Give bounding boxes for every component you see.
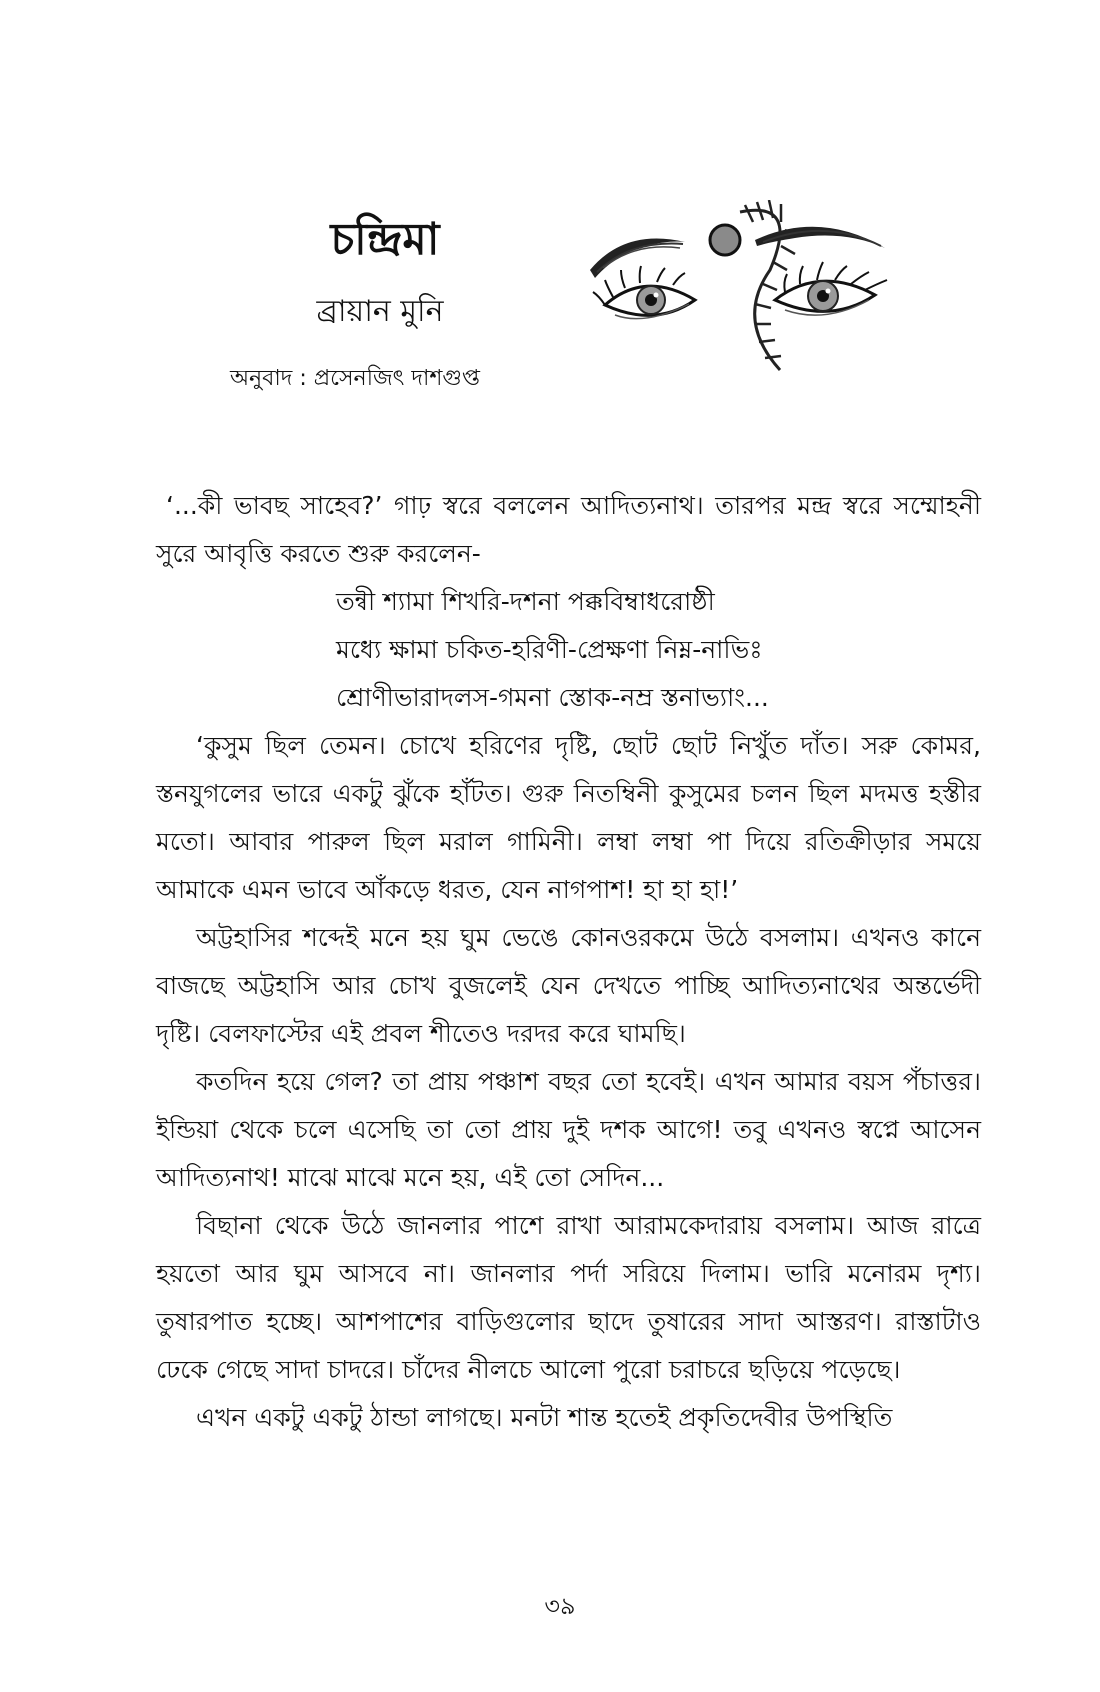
paragraph: কতদিন হয়ে গেল? তা প্রায় পঞ্চাশ বছর তো হবেই। এখন আমার বয়স পঁচাত্তর। ইন্ডিয়া থেকে চলে এসেছি তা তো প্রায় দুই দশক আগে! তবু এখনও স্বপ্নে আসেন আদিত্যনাথ! মাঝে মাঝে মনে হয়, এই তো সেদিন... xyxy=(156,1067,981,1192)
author-name: ব্রায়ান মুনি xyxy=(316,294,444,329)
page-number: ৩৯ xyxy=(544,1592,576,1620)
paragraph: ‘কুসুম ছিল তেমন। চোখে হরিণের দৃষ্টি, ছোট ছোট নিখুঁত দাঁত। সরু কোমর, স্তনযুগলের ভারে একটু ঝুঁকে হাঁটত। গুরু নিতম্বিনী কুসুমের চলন ছিল মদমত্ত হস্তীর মতো। আবার পারুল ছিল মরাল গামিনী। লম্বা লম্বা পা দিয়ে রতিক্রীড়ার সময়ে আমাকে এমন ভাবে আঁকড়ে ধরত, যেন নাগপাশ! হা হা হা!’ xyxy=(156,731,981,904)
verse-line: মধ্যে ক্ষামা চকিত-হরিণী-প্রেক্ষণা নিম্ন-নাভিঃ xyxy=(336,635,763,664)
eyes-illustration-icon xyxy=(585,200,895,375)
translator-credit: অনুবাদ : প্রসেনজিৎ দাশগুপ্ত xyxy=(230,366,480,391)
paragraph: অট্টহাসির শব্দেই মনে হয় ঘুম ভেঙে কোনওরকমে উঠে বসলাম। এখনও কানে বাজছে অট্টহাসি আর চোখ বুজলেই যেন দেখতে পাচ্ছি আদিত্যনাথের অন্তর্ভেদী দৃষ্টি। বেলফাস্টের এই প্রবল শীতেও দরদর করে ঘামছি। xyxy=(156,923,981,1048)
verse-line: তন্বী শ্যামা শিখরি-দশনা পক্কবিম্বাধরোষ্ঠী xyxy=(336,587,715,616)
opening-paragraph: ‘...কী ভাবছ সাহেব?’ গাঢ় স্বরে বললেন আদিত্যনাথ। তারপর মন্দ্র স্বরে সম্মোহনী সুরে আবৃত্তি করতে শুরু করলেন- xyxy=(156,491,981,568)
paragraph: এখন একটু একটু ঠান্ডা লাগছে। মনটা শান্ত হতেই প্রকৃতিদেবীর উপস্থিতি xyxy=(196,1403,893,1432)
story-title: চন্দ্রিমা xyxy=(330,214,440,265)
story-body xyxy=(156,482,981,1442)
verse-line: শ্রোণীভারাদলস-গমনা স্তোক-নম্র স্তনাভ্যাং... xyxy=(336,683,769,712)
bindi xyxy=(710,225,740,255)
paragraph: বিছানা থেকে উঠে জানলার পাশে রাখা আরামকেদারায় বসলাম। আজ রাত্রে হয়তো আর ঘুম আসবে না। জানলার পর্দা সরিয়ে দিলাম। ভারি মনোরম দৃশ্য। তুষারপাত হচ্ছে। আশপাশের বাড়িগুলোর ছাদে তুষারের সাদা আস্তরণ। রাস্তাটাও ঢেকে গেছে সাদা চাদরে। চাঁদের নীলচে আলো পুরো চরাচরে ছড়িয়ে পড়েছে। xyxy=(156,1211,981,1384)
